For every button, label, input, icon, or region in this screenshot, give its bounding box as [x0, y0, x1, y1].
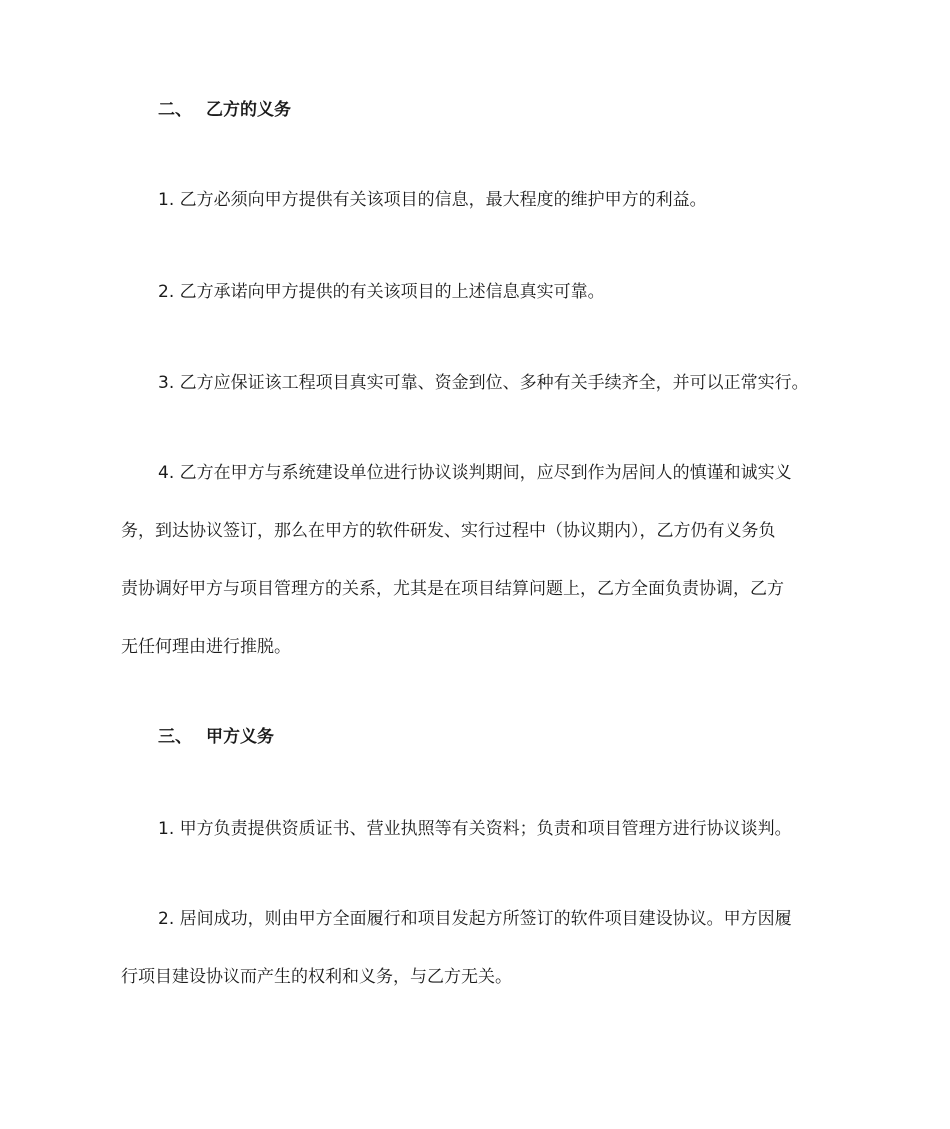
paragraph-2-2: 2. 乙方承诺向甲方提供的有关该项目的上述信息真实可靠。	[158, 282, 605, 302]
section-number: 二、	[158, 100, 192, 120]
paragraph-3-2	[121, 890, 841, 1006]
section-title: 甲方义务	[206, 727, 274, 747]
section-heading-2	[158, 99, 291, 121]
paragraph-2-4	[121, 444, 841, 676]
paragraph-line: 务，到达协议签订，那么在甲方的软件研发、实行过程中（协议期内），乙方仍有义务负	[121, 521, 776, 541]
paragraph-line: 行项目建设协议而产生的权利和义务，与乙方无关。	[121, 967, 512, 987]
section-title: 乙方的义务	[206, 100, 291, 120]
paragraph-line: 4. 乙方在甲方与系统建设单位进行协议谈判期间，应尽到作为居间人的慎谨和诚实义	[158, 463, 792, 483]
paragraph-2-1: 1. 乙方必须向甲方提供有关该项目的信息，最大程度的维护甲方的利益。	[158, 190, 707, 210]
section-number: 三、	[158, 727, 192, 747]
paragraph-2-3: 3. 乙方应保证该工程项目真实可靠、资金到位、多种有关手续齐全，并可以正常实行。	[158, 373, 809, 393]
paragraph-line: 2. 居间成功，则由甲方全面履行和项目发起方所签订的软件项目建设协议。甲方因履	[158, 909, 792, 929]
section-heading-3	[158, 726, 274, 748]
paragraph-3-1: 1. 甲方负责提供资质证书、营业执照等有关资料；负责和项目管理方进行协议谈判。	[158, 819, 792, 839]
paragraph-line: 责协调好甲方与项目管理方的关系，尤其是在项目结算问题上，乙方全面负责协调，乙方	[121, 579, 784, 599]
paragraph-line: 无任何理由进行推脱。	[121, 637, 291, 657]
